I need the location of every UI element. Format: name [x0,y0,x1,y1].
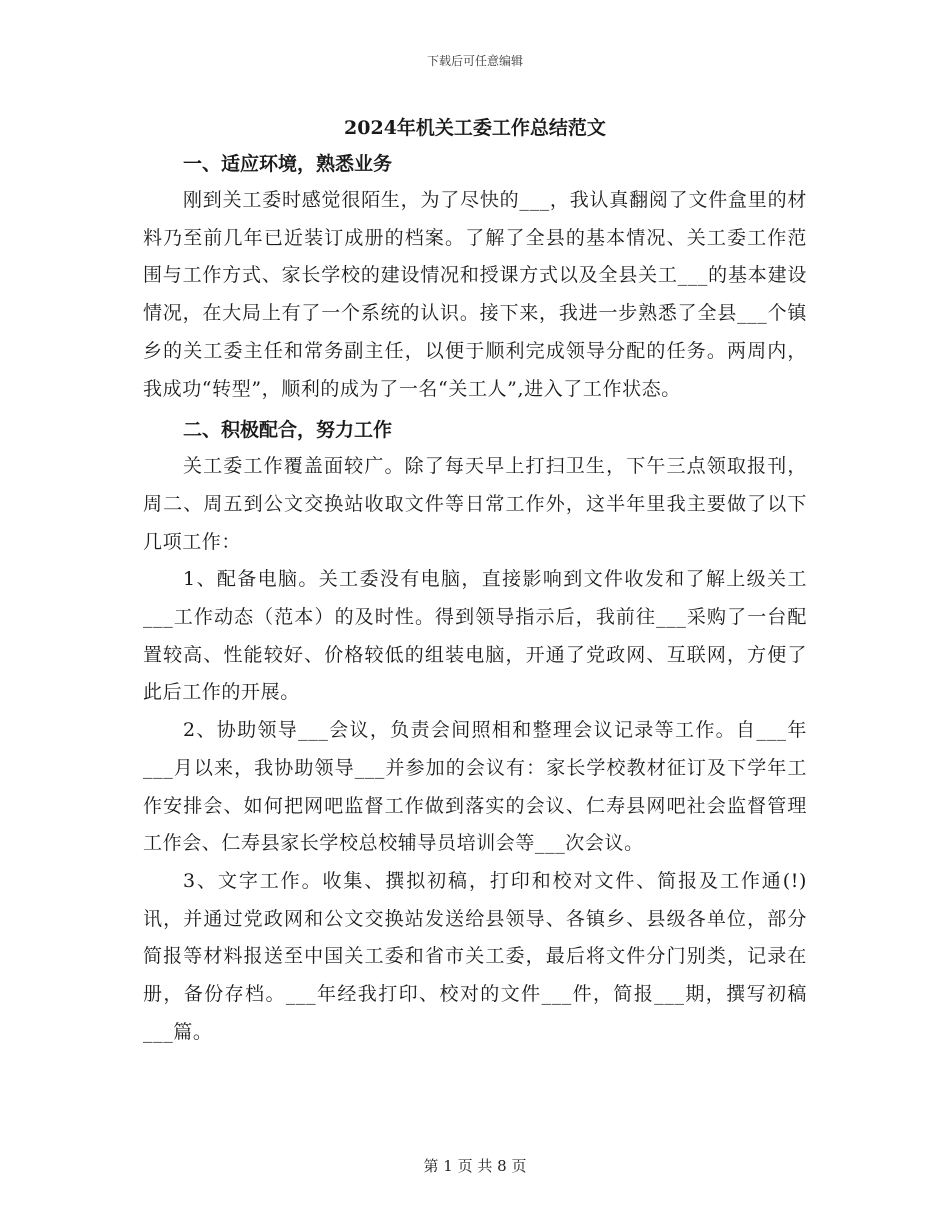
paragraph: 刚到关工委时感觉很陌生，为了尽快的___，我认真翻阅了文件盒里的材料乃至前几年已近装订成册的档案。了解了全县的基本情况、关工委工作范围与工作方式、家长学校的建设情况和授课方式以及全县关工___的基本建设情况，在大局上有了一个系统的认识。接下来，我进一步熟悉了全县___个镇乡的关工委主任和常务副主任，以便于顺利完成领导分配的任务。两周内，我成功“转型”，顺利的成为了一名“关工人”,进入了工作状态。 [143,189,807,400]
page-footer: 第 1 页 共 8 页 [423,1157,527,1175]
paragraph: 关工委工作覆盖面较广。除了每天早上打扫卫生，下午三点领取报刊，周二、周五到公文交换站收取文件等日常工作外，这半年里我主要做了以下几项工作： [143,455,807,553]
section-heading-1: 一、适应环境，熟悉业务 [183,153,393,175]
paragraph: 1、配备电脑。关工委没有电脑，直接影响到文件收发和了解上级关工___工作动态（范本）的及时性。得到领导指示后，我前往___采购了一台配置较高、性能较好、价格较低的组装电脑，开通了党政网、互联网，方便了此后工作的开展。 [143,568,807,704]
document-title: 2024年机关工委工作总结范文 [344,117,606,139]
document-body [143,110,807,1051]
section-heading-2: 二、积极配合，努力工作 [183,419,393,442]
paragraph: 2、协助领导___会议，负责会间照相和整理会议记录等工作。自___年___月以来，我协助领导___并参加的会议有：家长学校教材征订及下学年工作安排会、如何把网吧监督工作做到落实的会议、仁寿县网吧社会监督管理工作会、仁寿县家长学校总校辅导员培训会等___次会议。 [143,719,807,855]
paragraph: 3、文字工作。收集、撰拟初稿，打印和校对文件、简报及工作通(!)讯，并通过党政网和公文交换站发送给县领导、各镇乡、县级各单位，部分简报等材料报送至中国关工委和省市关工委，最后将文件分门别类，记录在册，备份存档。___年经我打印、校对的文件___件，简报___期，撰写初稿___篇。 [143,869,807,1043]
page-header: 下载后可任意编辑 [426,54,523,68]
